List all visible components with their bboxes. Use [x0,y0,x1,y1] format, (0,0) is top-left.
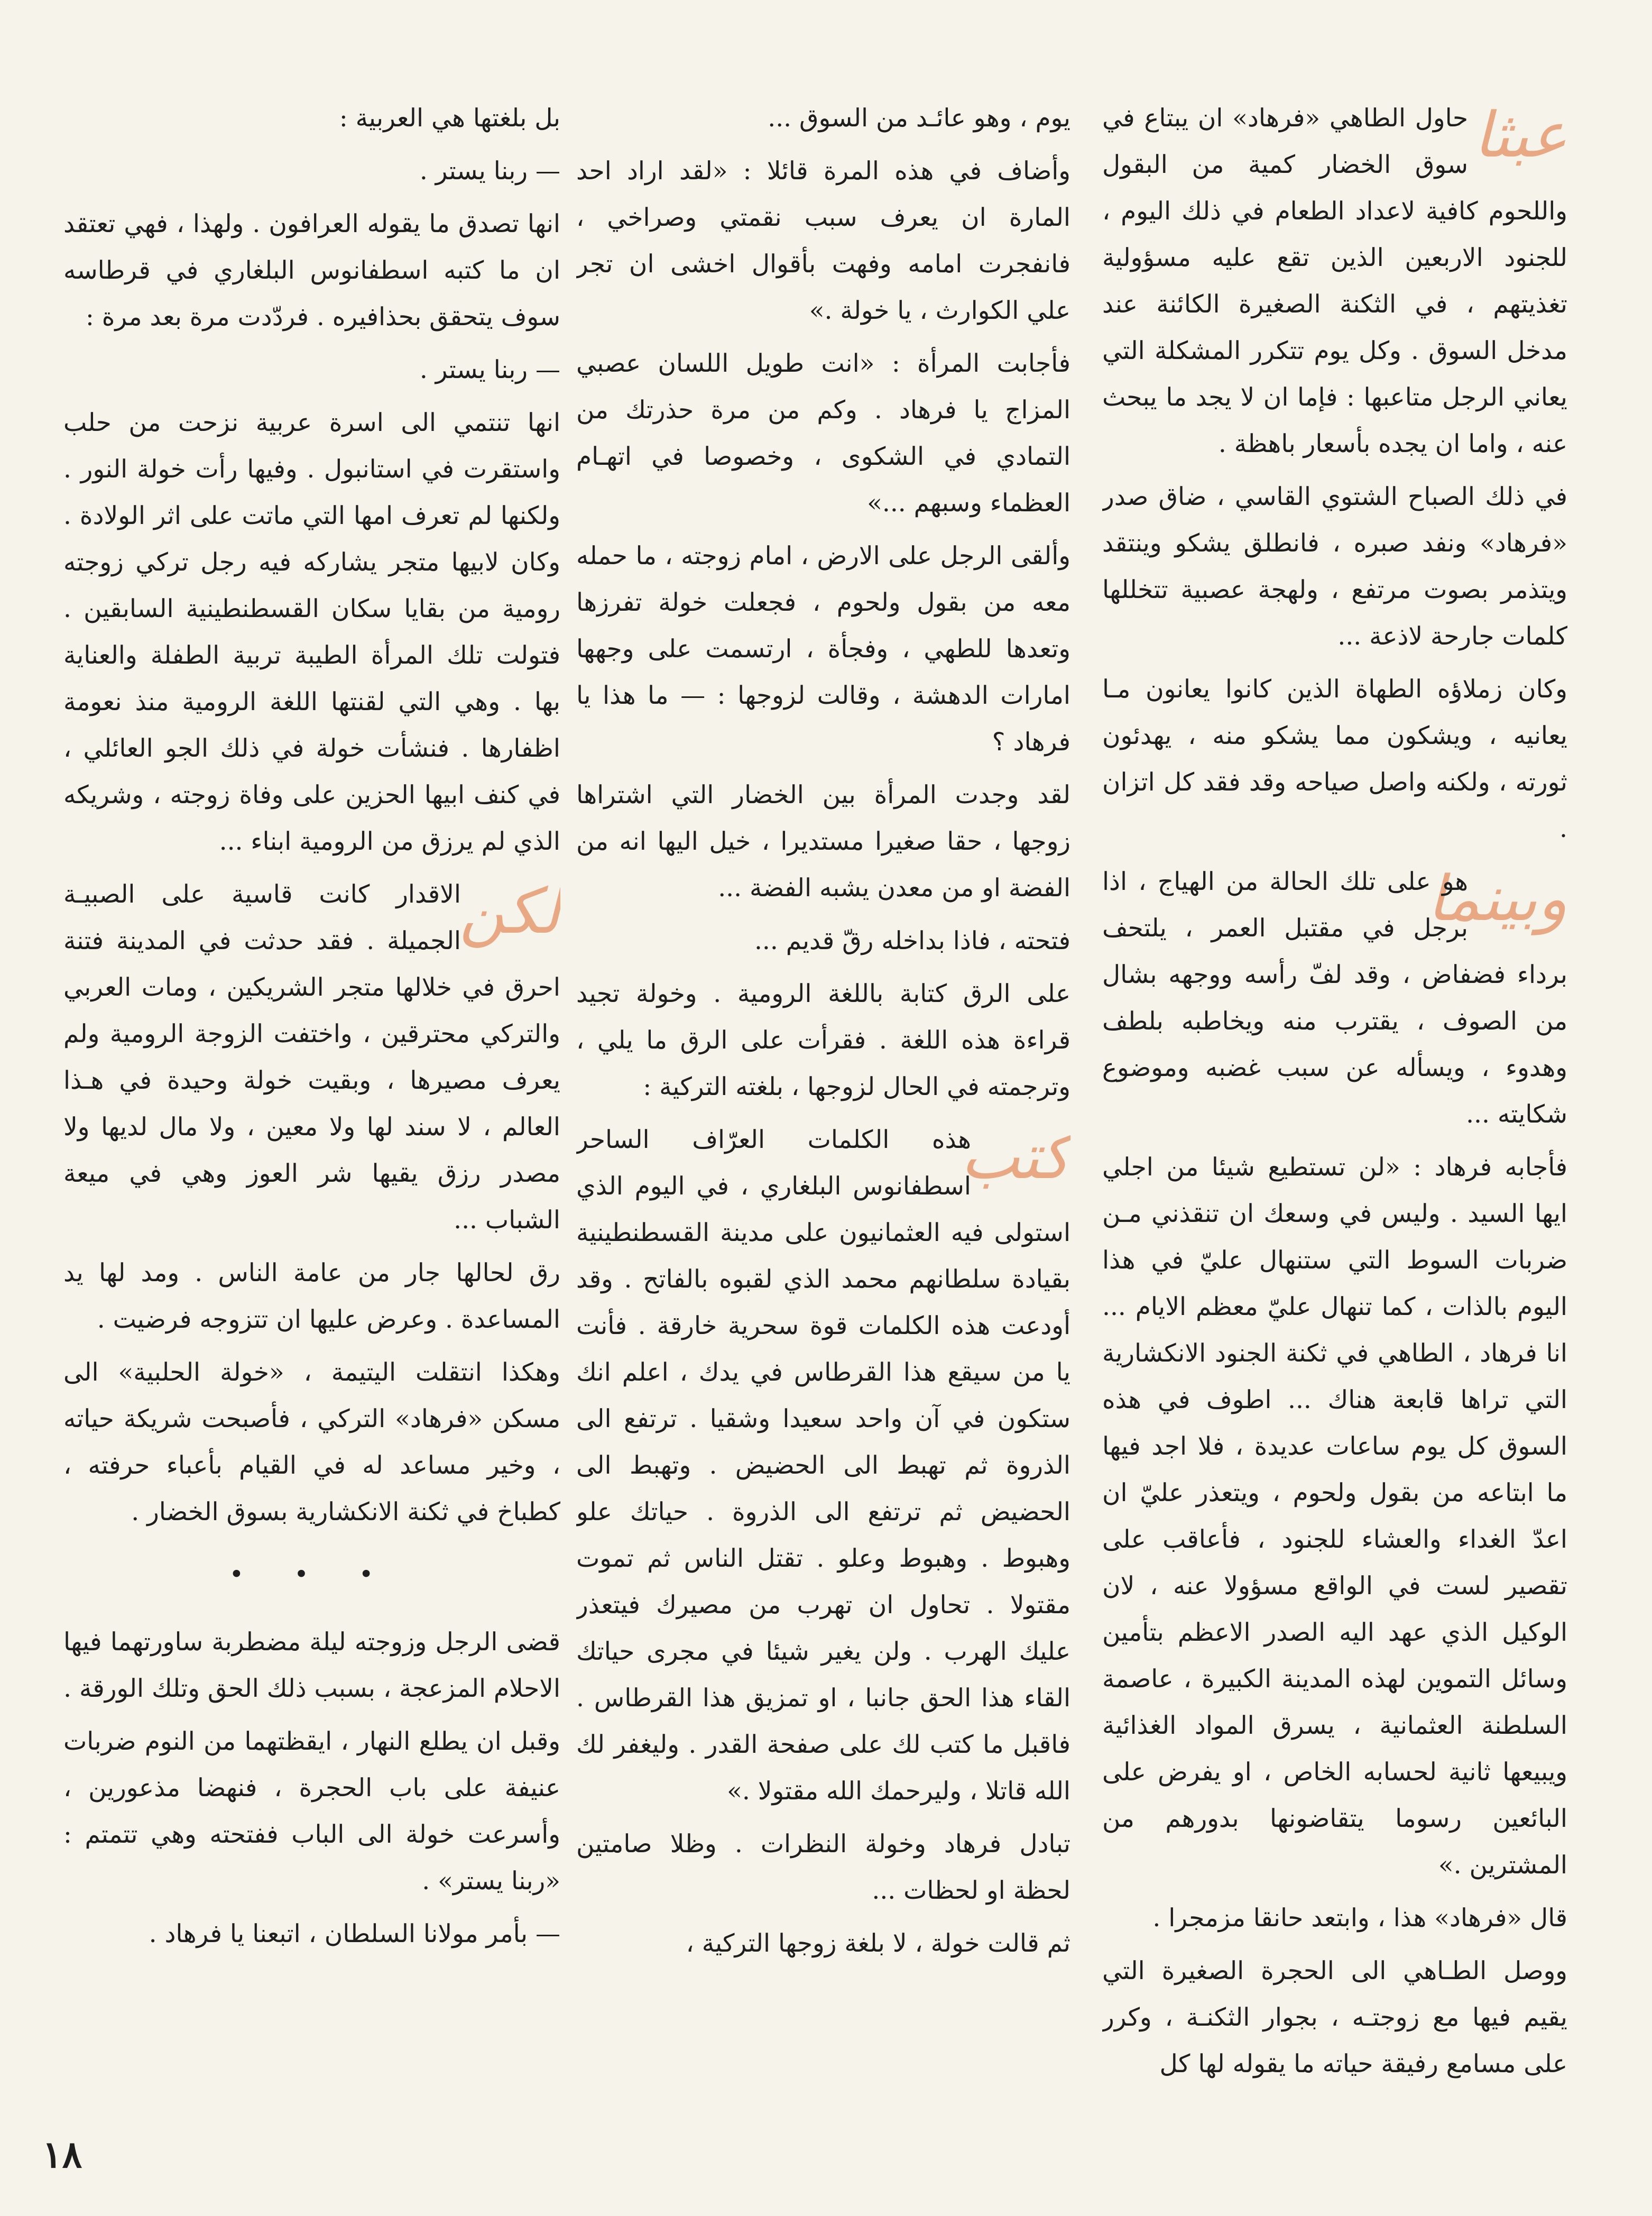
paragraph: تبادل فرهاد وخولة النظرات . وظلا صامتين لحظة او لحظات ... [576,1829,1070,1905]
page-number: ١٨ [42,2132,82,2176]
decorative-initial-word: عبثا [1473,98,1567,171]
paragraph: وألقى الرجل على الارض ، امام زوجته ، ما حمله معه من بقول ولحوم ، فجعلت خولة تفرزها وتعدها للطهي ، وفجأة ، ارتسمت على وجهها امارات الدهشة ، وقالت لزوجها : — ما هذا يا فرهاد ؟ [576,541,1070,757]
paragraph: فأجابت المرأة : «انت طويل اللسان عصبي المزاج يا فرهاد . وكم من مرة حذرتك من التمادي في الشكوى ، وخصوصا في اتهـام العظماء وسبهم ...» [576,349,1070,518]
paragraph: — ربنا يستر . [419,157,560,186]
paragraph: فأجابه فرهاد : «لن تستطيع شيئا من اجلي ايها السيد . وليس في وسعك ان تنقذني مـن ضربات السوط التي ستنهال عليّ في هذا اليوم بالذات ، كما تنهال عليّ معظم الايام ... انا فرهاد ، الطاهي في ثكنة الجنود الانكشارية التي تراها قابعة هناك ... اطوف في هذه السوق كل يوم ساعات عديدة ، فلا اجد فيها ما ابتاعه من بقول ولحوم ، ويتعذر عليّ ان اعدّ الغداء والعشاء للجنود ، فأعاقب على تقصير لست في الواقع مسؤولا عنه ، لان الوكيل الذي عهد اليه الصدر الاعظم بتأمين وسائل التموين لهذه المدينة الكبيرة ، عاصمة السلطنة العثمانية ، يسرق المواد الغذائية ويبيعها ثانية لحسابه الخاص ، او يفرض على البائعين رسوما يتقاضونها بدورهم من المشترين .» [1102,1153,1567,1880]
paragraph: الاقدار كانت قاسية على الصبيـة الجميلة . فقد حدثت في المدينة فتنة احرق في خلالها متجر الشريكين ، ومات العربي والتركي محترقين ، واختفت الزوجة الرومية ولم يعرف مصيرها ، وبقيت خولة وحيدة في هـذا العالم ، لا سند لها ولا معين ، ولا مال لديها ولا مصدر رزق يقيها شر العوز وهي في ميعة الشباب ... [63,880,560,1235]
column-middle [576,95,1070,2131]
paragraph: رق لحالها جار من عامة الناس . ومد لها يد المساعدة . وعرض عليها ان تتزوجه فرضيت . [63,1258,560,1334]
paragraph: انها تنتمي الى اسرة عربية نزحت من حلب واستقرت في استانبول . وفيها رأت خولة النور . ولكنها لم تعرف امها التي ماتت على اثر الولادة . وكان لابيها متجر يشاركه فيه رجل تركي زوجته رومية من بقايا سكان القسطنطينية السابقين . فتولت تلك المرأة الطيبة تربية الطفلة والعناية بها . وهي التي لقنتها اللغة الرومية منذ نعومة اظفارها . فنشأت خولة في ذلك الجو العائلي ، في كنف ابيها الحزين على وفاة زوجته ، وشريكه الذي لم يرزق من الرومية ابناء ... [63,408,560,856]
paragraph: وقبل ان يطلع النهار ، ايقظتهما من النوم ضربات عنيفة على باب الحجرة ، فنهضا مذعورين ، وأسرعت خولة الى الباب ففتحته وهي تتمتم : «ربنا يستر» . [63,1727,560,1896]
column-left [63,95,560,2131]
paragraph: في ذلك الصباح الشتوي القاسي ، ضاق صدر «فرهاد» ونفد صبره ، فانطلق يشكو وينتقد ويتذمر بصوت مرتفع ، ولهجة عصبية تتخللها كلمات جارحة لاذعة ... [1102,482,1567,651]
paragraph: يوم ، وهو عائـد من السوق ... [768,104,1070,133]
paragraph: وهكذا انتقلت اليتيمة ، «خولة الحلبية» الى مسكن «فرهاد» التركي ، فأصبحت شريكة حياته ، وخير مساعد له في القيام بأعباء حرفته ، كطباخ في ثكنة الانكشارية بسوق الخضار . [63,1358,560,1527]
paragraph: — ربنا يستر . [419,355,560,384]
section-separator: • • • [229,1560,395,1589]
paragraph: هذه الكلمات العرّاف الساحر اسطفانوس البلغاري ، في اليوم الذي استولى فيه العثمانيون على مدينة القسطنطينية بقيادة سلطانهم محمد الذي لقبوه بالفاتح . وقد أودعت هذه الكلمات قوة سحرية خارقة . فأنت يا من سيقع هذا القرطاس في يدك ، اعلم انك ستكون في آن واحد سعيدا وشقيا . ترتفع الى الذروة ثم تهبط الى الحضيض . وتهبط الى الحضيض ثم ترتفع الى الذروة . حياتك علو وهبوط . وهبوط وعلو . تقتل الناس ثم تموت مقتولا . تحاول ان تهرب من مصيرك فيتعذر عليك الهرب . ولن يغير شيئا في مجرى حياتك القاء هذا الحق جانبا ، او تمزيق هذا القرطاس . فاقبل ما كتب لك على صفحة القدر . وليغفر لك الله قاتلا ، وليرحمك الله مقتولا .» [576,1125,1070,1806]
paragraph: بل بلغتها هي العربية : [339,104,560,133]
decorative-initial-word: وبينما [1427,862,1567,935]
decorative-initial-word: لكن [459,875,560,948]
paragraph: ووصل الطـاهي الى الحجرة الصغيرة التي يقيم فيها مع زوجتـه ، بجوار الثكنـة ، وكرر على مسامع رفيقة حياته ما يقوله لها كل [1102,1956,1567,2079]
paragraph: لقد وجدت المرأة بين الخضار التي اشتراها زوجها ، حقا صغيرا مستديرا ، خيل اليها انه من الفضة او من معدن يشبه الفضة ... [576,780,1070,903]
paragraph: ثم قالت خولة ، لا بلغة زوجها التركية ، [686,1929,1070,1958]
decorative-initial-word: كتب [961,1120,1070,1193]
paragraph: — بأمر مولانا السلطان ، اتبعنا يا فرهاد . [149,1919,560,1948]
paragraph: قال «فرهاد» هذا ، وابتعد حانقا مزمجرا . [1152,1904,1567,1933]
paragraph: قضى الرجل وزوجته ليلة مضطربة ساورتهما فيها الاحلام المزعجة ، بسبب ذلك الحق وتلك الورقة . [63,1627,560,1703]
paragraph: على الرق كتابة باللغة الرومية . وخولة تجيد قراءة هذه اللغة . فقرأت على الرق ما يلي ، وترجمته في الحال لزوجها ، بلغته التركية : [576,979,1070,1101]
paragraph: حاول الطاهي «فرهاد» ان يبتاع في سوق الخضار كمية من البقول واللحوم كافية لاعداد الطعام في ذلك اليوم ، للجنود الاربعين الذين تقع عليه مسؤولية تغذيتهم ، في الثكنة الصغيرة الكائنة عند مدخل السوق . وكل يوم تتكرر المشكلة التي يعاني الرجل متاعبها : فإما ان لا يجد ما يبحث عنه ، واما ان يجده بأسعار باهظة . [1102,104,1567,458]
paragraph: هو على تلك الحالة من الهياج ، اذا برجل في مقتبل العمر ، يلتحف برداء فضفاض ، وقد لفّ رأسه ووجهه بشال من الصوف ، يقترب منه ويخاطبه بلطف وهدوء ، ويسأله عن سبب غضبه وموضوع شكايته ... [1102,867,1567,1129]
paragraph: انها تصدق ما يقوله العرافون . ولهذا ، فهي تعتقد ان ما كتبه اسطفانوس البلغاري في قرطاسه سوف يتحقق بحذافيره . فردّدت مرة بعد مرة : [63,209,560,332]
paragraph: فتحته ، فاذا بداخله رقّ قديم ... [754,926,1070,955]
paragraph: وكان زملاؤه الطهاة الذين كانوا يعانون مـا يعانيه ، ويشكون مما يشكو منه ، يهدئون ثورته ، ولكنه واصل صياحه وقد فقد كل اتزان . [1102,675,1567,843]
column-right [1102,95,1567,2131]
paragraph: وأضاف في هذه المرة قائلا : «لقد اراد احد المارة ان يعرف سبب نقمتي وصراخي ، فانفجرت امامه وفهت بأقوال اخشى ان تجر علي الكوارث ، يا خولة .» [576,157,1070,325]
